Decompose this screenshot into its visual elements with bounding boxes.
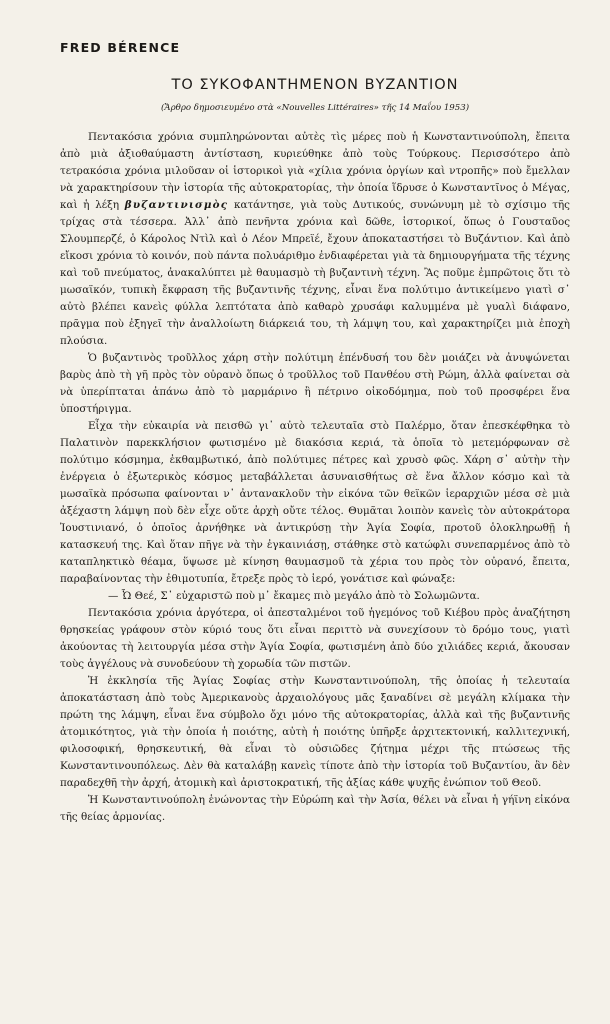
paragraph-text: Πεντακόσια χρόνια συμπληρώνονται αὐτὲς τὶς μέρες ποὺ ἡ Κωνσταντινούπολη, ἔπειτα ἀπὸ μιὰ ἀξιοθαύμαστη ἀντίσταση, κυριεύθηκε ἀπὸ τοὺς Τούρκους. Περισσότερο ἀπὸ τετρακόσια χρόνια μιλοῦσαν οἱ ἱστορικοὶ γιὰ «χίλια χρόνια ὀργίων καὶ ντροπῆς» ποὺ ἔμελλαν νὰ χαρακτηρίσουν τὴν ἱστορία τῆς αὐτοκρατορίας, τὴν ὁποία ἵδρυσε ὁ Κωνσταντῖνος ὁ Μέγας, καὶ ἡ λέξη <box>60 131 570 211</box>
paragraph: Ἡ ἐκκλησία τῆς Ἁγίας Σοφίας στὴν Κωνσταντινούπολη, τῆς ὁποίας ἡ τελευταία ἀποκατάσταση ἀπὸ τοὺς Ἀμερικανοὺς ἀρχαιολόγους μᾶς ξαναδίνει σὲ μεγάλη κλίμακα τὴν πρώτη της λάμψη, εἶναι ἕνα σύμβολο ὄχι μόνο τῆς αὐτοκρατορίας, ἀλλὰ καὶ τῆς βυζαντινῆς ἀτομικότητος, γιὰ τὴν ὁποία ἡ ποιότης, αὐτὴ ἡ ποιότης ὑπῆρξε ἀρχιτεκτονική, καλλιτεχνική, φιλοσοφική, θρησκευτική, θὰ εἶναι τὸ οὐσιῶδες ζήτημα μέχρι τῆς πτώσεως τῆς Κωνσταντινουπόλεως. Δὲν θὰ καταλάβῃ κανεὶς τίποτε ἀπὸ τὴν ἱστορία τοῦ Βυζαντίου, ἂν δὲν παραδεχθῆ τὴν ἀρχή, ἀτομικὴ καὶ ἀριστοκρατική, τῆς ἀξίας κάθε ψυχῆς ἐνώπιον τοῦ Θεοῦ. <box>60 675 570 789</box>
quote-line: — Ὦ Θεέ, Σ᾽ εὐχαριστῶ ποὺ μ᾽ ἔκαμες πιὸ μεγάλο ἀπὸ τὸ Σολωμῶντα. <box>108 590 480 602</box>
paragraph: Ἡ Κωνσταντινούπολη ἑνώνοντας τὴν Εὐρώπη καὶ τὴν Ἀσία, θέλει νὰ εἶναι ἡ γήϊνη εἰκόνα τῆς θείας ἁρμονίας. <box>60 794 570 823</box>
paragraph: Εἶχα τὴν εὐκαιρία νὰ πεισθῶ γι᾽ αὐτὸ τελευταῖα στὸ Παλέρμο, ὅταν ἐπεσκέφθηκα τὸ Παλατινὸν παρεκκλήσιον φωτισμένο μὲ διακόσια κεριά, τὰ ὁποῖα τὸ μετεμόρφωναν σὲ πολύτιμο κόσμημα, ἐκθαμβωτικό, ἀπὸ πολύτιμες πέτρες καὶ χρυσὸ φῶς. Χάρη σ᾽ αὐτὴν τὴν ἐνέργεια ὁ ἐξωτερικὸς κόσμος μεταβάλλεται ἀσυναισθήτως σὲ ἕνα ἄλλον κόσμο καὶ τὰ μωσαϊκὰ πρόσωπα φαίνονται ν᾽ ἀντανακλοῦν τὴν εἰκόνα τῶν θεϊκῶν ἱεραρχιῶν μέσα σὲ μιὰ ἀξέχαστη λάμψη ποὺ δὲν εἶχε οὔτε ἀρχὴ οὔτε τέλος. Θυμᾶται λοιπὸν κανεὶς τὸν αὐτοκράτορα Ἰουστινιανό, ὁ ὁποῖος ἀρνήθηκε νὰ ἀντικρύσῃ τὴν Ἁγία Σοφία, προτοῦ ὁλοκληρωθῇ ἡ κατασκευή της. Καὶ ὅταν πῆγε νὰ τὴν ἐγκαινιάσῃ, στάθηκε στὸ κατώφλι συνεπαρμένος ἀπὸ τὸ καταπληκτικὸ θέαμα, ὕψωσε μὲ κίνηση θαυμασμοῦ τὰ χέρια του πρὸς τὸν οὐρανό, ἔπειτα, παραβαίνοντας τὴν ἐθιμοτυπία, ἔτρεξε πρὸς τὸ ἱερό, γονάτισε καὶ φώναξε: <box>60 420 570 585</box>
paragraph <box>60 129 570 350</box>
article-body <box>60 129 570 826</box>
emphasized-word: βυζαντινισμὸς <box>124 199 229 211</box>
article-subtitle: (Ἄρθρο δημοσιευμένο στὰ «Nouvelles Littéraires» τῆς 14 Μαΐου 1953) <box>160 103 470 113</box>
paragraph: Ὁ βυζαντινὸς τροῦλλος χάρη στὴν πολύτιμη ἐπένδυσή του δὲν μοιάζει νὰ ἀνυψώνεται βαρὺς ἀπὸ τὴ γῆ πρὸς τὸν οὐρανὸ ὅπως ὁ τροῦλλος τοῦ Πανθέου στὴ Ρώμη, ἀλλὰ φαίνεται σὰ νὰ ὑπερίπταται ἀπάνω ἀπὸ τὸ μαρμάρινο ἢ πέτρινο οἰκοδόμημα, ποὺ τοῦ προσφέρει ἕνα ὑποστήριγμα. <box>60 352 570 415</box>
paragraph-text: κατάντησε, γιὰ τοὺς Δυτικούς, συνώνυμη μὲ τὸ σχίσιμο τῆς τρίχας στὰ τέσσερα. Ἀλλ᾽ ἀπὸ πενῆντα χρόνια καὶ δῶθε, ἱστορικοί, ὅπως ὁ Γουσταῦος Σλουμπερζέ, ὁ Κάρολος Ντὶλ καὶ ὁ Λέον Μπρεϊέ, ἔχουν ἀποκαταστήσει τὸ Βυζάντιον. Καὶ ἀπὸ εἴκοσι χρόνια τὸ κοινόν, ποὺ πάντα πολυάριθμο ἐνδιαφέρεται γιὰ τὰ δημιουργήματα τῆς τέχνης καὶ τοῦ πνεύματος, ἀνακαλύπτει μὲ θαυμασμὸ τὴ βυζαντινὴ τέχνη. Ἂς ποῦμε ἐμπρῶτοις ὅτι τὸ μωσαϊκόν, τυπικὴ ἔκφραση τῆς βυζαντινῆς τέχνης, εἶναι ἕνα πολύτιμο ἀντικείμενο γιατὶ σ᾽ αὐτὸ βλέπει κανεὶς φύλλα λεπτότατα ἀπὸ καθαρὸ χρυσάφι καλυμμένα μὲ γυαλὶ διάφανο, πρᾶγμα ποὺ ἐξηγεῖ τὴν ἀναλλοίωτη διάρκειά του, τὴ λάμψη του, καὶ χαρακτηρίζει μιὰ ἐποχὴ πλούσια. <box>60 199 570 347</box>
author-name: FRED BÉRENCE <box>60 40 181 55</box>
paragraph: Πεντακόσια χρόνια ἀργότερα, οἱ ἀπεσταλμένοι τοῦ ἡγεμόνος τοῦ Κιέβου πρὸς ἀναζήτηση θρησκείας γράφουν στὸν κύριό τους ὅτι εἶναι περιττὸ νὰ συνεχίσουν τὸ δρόμο τους, γιατὶ ἀκούοντας τὴ λειτουργία μέσα στὴν Ἁγία Σοφία, φωτισμένη ἀπὸ δύο χιλιάδες κεριά, ἄκουσαν τοὺς ἀγγέλους νὰ συνοδεύουν τὴ χορωδία τῶν πιστῶν. <box>60 607 570 670</box>
article-title: ΤΟ ΣΥΚΟΦΑΝΤΗΜΕΝΟΝ ΒΥΖΑΝΤΙΟΝ <box>171 77 459 93</box>
